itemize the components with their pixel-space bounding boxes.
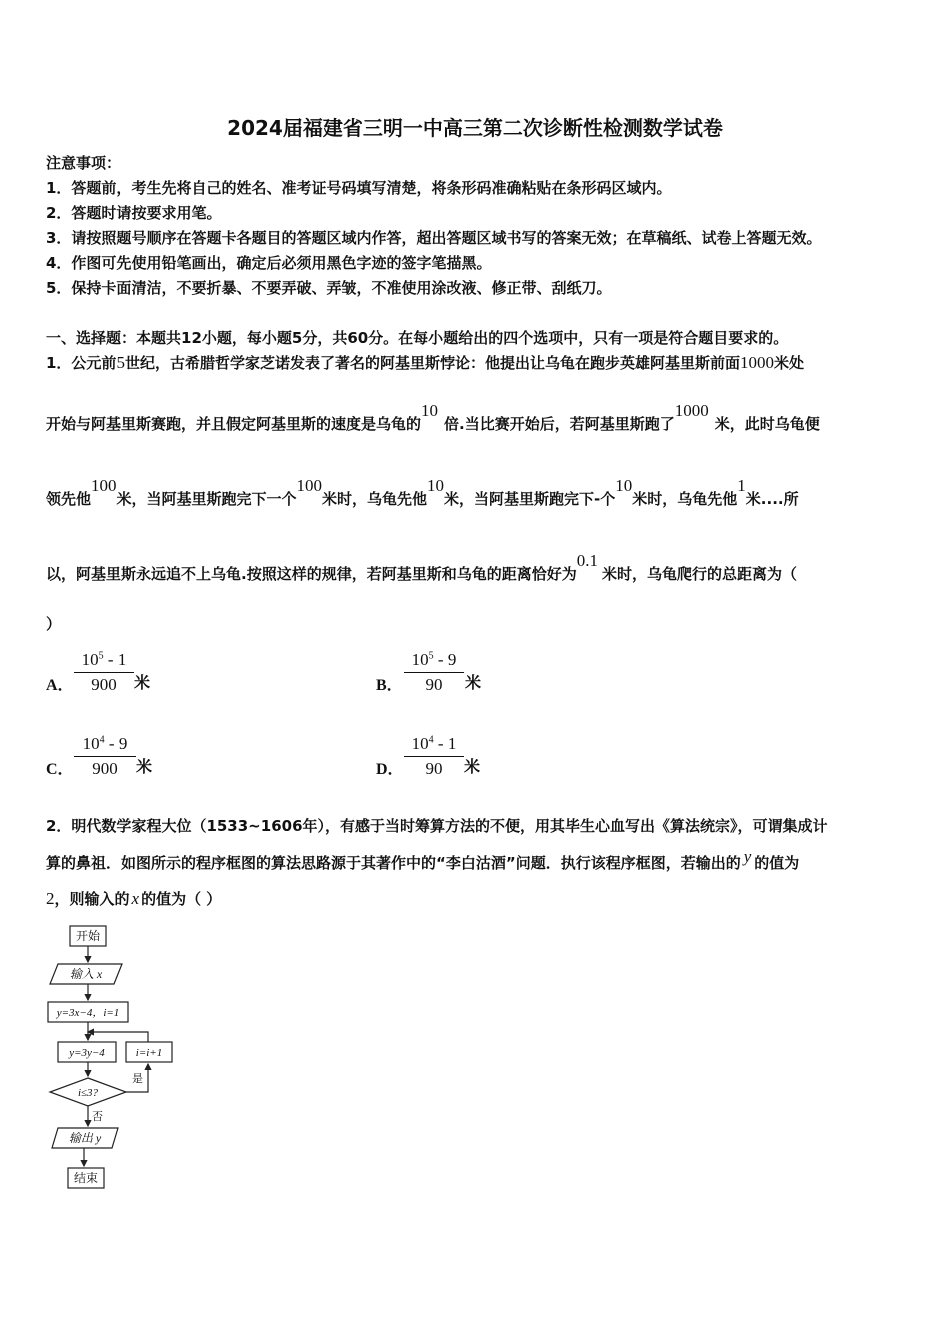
option-fraction: $\frac{10^4 - 1}{90}$ bbox=[404, 734, 464, 779]
q2-line-1: 2．明代数学家程大位（1533~1606年），有感于当时筹算方法的不便，用其毕生心血写出《算法统宗》，可谓集成计 bbox=[46, 817, 828, 835]
q1-number: 1 bbox=[737, 476, 746, 495]
q2-text: 算的鼻祖．如图所示的程序框图的算法思路源于其著作中的“李白沽酒”问题．执行该程序框图，若输出的 bbox=[46, 854, 741, 872]
option-fraction: $\frac{10^4 - 9}{900}$ bbox=[74, 734, 136, 779]
flow-no-label: 否 bbox=[92, 1111, 103, 1123]
option-unit: 米 bbox=[134, 673, 151, 692]
page-title: 2024届福建省三明一中高三第二次诊断性检测数学试卷 bbox=[227, 116, 723, 140]
q2-line-2 bbox=[46, 847, 800, 873]
q1-text: 米时，乌龟爬行的总距离为（ bbox=[601, 565, 797, 583]
q1-text: 米，当阿基里斯跑完下一个 bbox=[116, 490, 297, 508]
option-unit: 米 bbox=[465, 673, 482, 692]
notice-item: 1．答题前，考生先将自己的姓名、准考证号码填写清楚，将条形码准确粘贴在条形码区域内。 bbox=[46, 179, 672, 197]
q1-number: 0.1 bbox=[576, 551, 598, 570]
q1-number: 1000 bbox=[674, 401, 709, 420]
option-letter: C． bbox=[46, 761, 74, 778]
q1-text: 米时，乌龟先他 bbox=[632, 490, 738, 508]
q1-line-5: ） bbox=[46, 615, 62, 633]
q1-number: 10 bbox=[615, 476, 633, 495]
q1-number: 100 bbox=[296, 476, 323, 495]
q1-number: 100 bbox=[91, 476, 117, 495]
option-unit: 米 bbox=[464, 757, 481, 776]
flow-update-y-label: y=3y−4 bbox=[69, 1047, 105, 1059]
q1-number: 1000 bbox=[739, 353, 774, 372]
q1-text: 米，此时乌龟便 bbox=[714, 415, 820, 433]
option-fraction: $\frac{10^5 - 9}{90}$ bbox=[404, 650, 464, 695]
q2-line-3 bbox=[46, 888, 221, 909]
option-letter: B． bbox=[376, 677, 403, 694]
notice-item: 2．答题时请按要求用笔。 bbox=[46, 204, 222, 222]
q1-number: 10 bbox=[427, 476, 445, 495]
notice-item: 4．作图可先使用铅笔画出，确定后必须用黑色字迹的签字笔描黑。 bbox=[46, 254, 492, 272]
q1-text: 米....所 bbox=[745, 490, 799, 508]
flow-yes-label: 是 bbox=[132, 1073, 143, 1085]
q2-number: 2 bbox=[46, 889, 55, 908]
flow-input-label: 输入 x bbox=[69, 967, 103, 981]
q1-line-1 bbox=[46, 352, 804, 373]
q2-var-y: y bbox=[743, 847, 752, 866]
flow-start-label: 开始 bbox=[75, 929, 101, 943]
q1-line-4 bbox=[46, 551, 797, 584]
flowchart bbox=[40, 918, 190, 1193]
flow-init-label: y=3x−4，i=1 bbox=[56, 1007, 120, 1019]
section-heading: 一、选择题：本题共12小题，每小题5分，共60分。在每小题给出的四个选项中，只有一项是符合题目要求的。 bbox=[46, 329, 789, 347]
flow-output-label: 输出 y bbox=[68, 1131, 102, 1145]
q2-text: 的值为 bbox=[754, 854, 800, 872]
option-fraction: $\frac{10^5 - 1}{900}$ bbox=[74, 650, 134, 695]
q1-number: 5 bbox=[116, 353, 125, 372]
q1-text: 领先他 bbox=[46, 490, 92, 508]
q1-text: 以，阿基里斯永远追不上乌龟.按照这样的规律，若阿基里斯和乌龟的距离恰好为 bbox=[46, 565, 577, 583]
notice-heading: 注意事项： bbox=[46, 154, 122, 172]
option-letter: A． bbox=[46, 677, 74, 694]
q1-text: 倍.当比赛开始后，若阿基里斯跑了 bbox=[444, 415, 675, 433]
q1-text: 米处 bbox=[773, 354, 804, 372]
option-letter: D． bbox=[376, 761, 404, 778]
q1-text: 世纪，古希腊哲学家芝诺发表了著名的阿基里斯悖论：他提出让乌龟在跑步英雄阿基里斯前面 bbox=[124, 354, 740, 372]
q2-text: ，则输入的 bbox=[54, 890, 130, 908]
q1-text: 1．公元前 bbox=[46, 354, 117, 372]
q1-text: 开始与阿基里斯赛跑，并且假定阿基里斯的速度是乌龟的 bbox=[46, 415, 422, 433]
notice-item: 3．请按照题号顺序在答题卡各题目的答题区域内作答，超出答题区域书写的答案无效；在草稿纸、试卷上答题无效。 bbox=[46, 229, 822, 247]
q1-number: 10 bbox=[421, 401, 439, 420]
flow-update-i-label: i=i+1 bbox=[135, 1047, 163, 1059]
q1-line-2 bbox=[46, 401, 820, 434]
q2-var-x: x bbox=[131, 889, 140, 908]
flow-condition-label: i≤3? bbox=[77, 1087, 99, 1099]
q2-text: 的值为（ ） bbox=[141, 890, 222, 908]
q1-text: 米时，乌龟先他 bbox=[322, 490, 428, 508]
q1-text: 米，当阿基里斯跑完下-个 bbox=[444, 490, 616, 508]
q1-line-3 bbox=[46, 476, 799, 509]
option-unit: 米 bbox=[136, 757, 153, 776]
notice-item: 5．保持卡面清洁，不要折暴、不要弄破、弄皱，不准使用涂改液、修正带、刮纸刀。 bbox=[46, 279, 612, 297]
flow-end-label: 结束 bbox=[73, 1171, 99, 1185]
